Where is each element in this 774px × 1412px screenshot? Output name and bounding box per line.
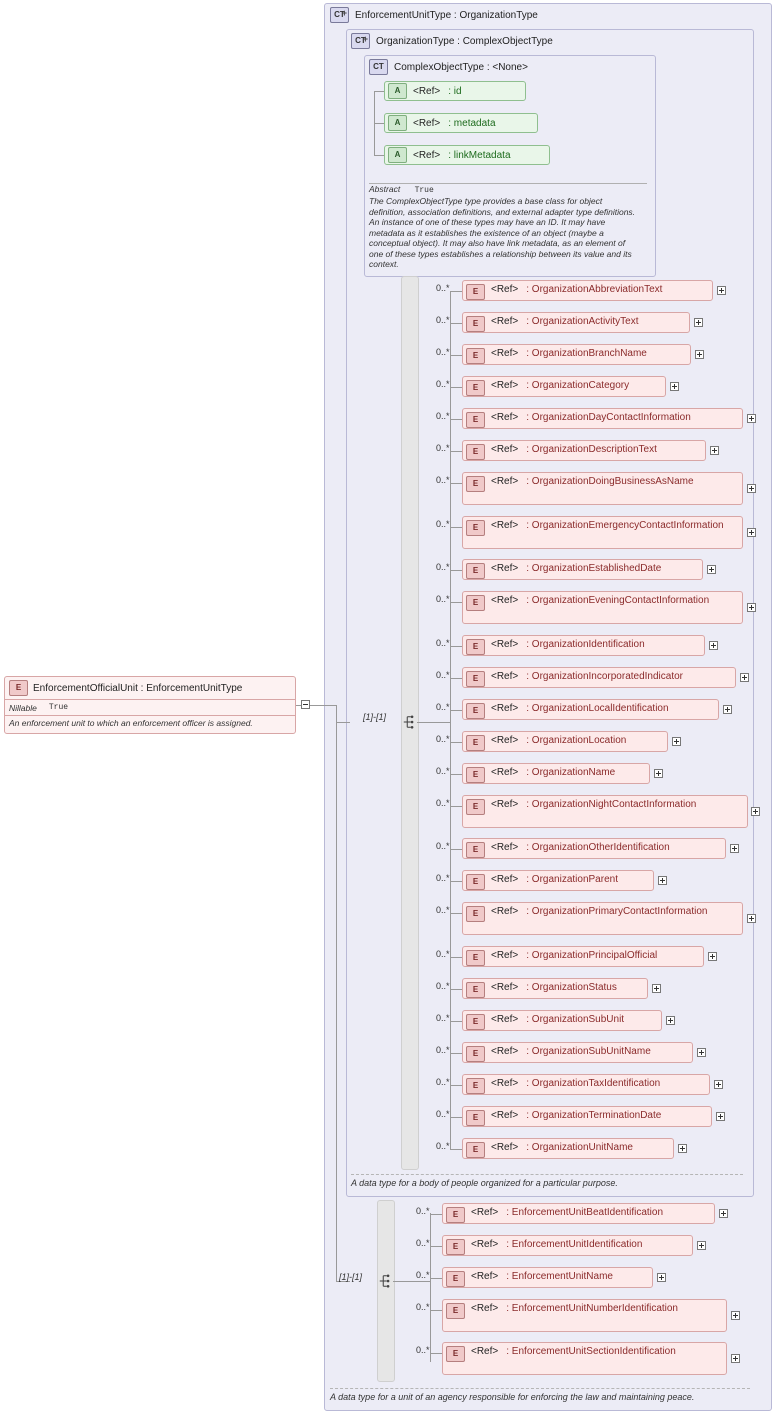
- enforcement-unit-type-footer: A data type for a unit of an agency responsible for enforcing the law and maintaining peace.: [330, 1392, 695, 1402]
- element-row[interactable]: [462, 978, 648, 999]
- element-row[interactable]: [462, 1042, 693, 1063]
- element-expand-toggle[interactable]: [747, 914, 756, 923]
- element-name: : OrganizationEveningContactInformation: [526, 595, 710, 606]
- element-row[interactable]: [462, 795, 748, 828]
- element-cardinality: 0..*: [436, 873, 450, 883]
- element-icon: E: [466, 1110, 485, 1126]
- complex-object-type-description: The ComplexObjectType type provides a base class for object definition, association definitions, and external adapter type definitions. An instance of one of these types may have an ID. It may have metadata as it establishes the existence of an object (maybe a conceptual object). It may also have link metadata, as an element of one of these types establishes a relationship between its value and its context.: [369, 196, 636, 269]
- element-expand-toggle[interactable]: [723, 705, 732, 714]
- element-connector: [450, 742, 462, 743]
- element-icon: E: [466, 1046, 485, 1062]
- element-connector: [450, 387, 462, 388]
- attribute-icon: A: [388, 83, 407, 99]
- element-icon: E: [466, 842, 485, 858]
- element-cardinality: 0..*: [436, 766, 450, 776]
- main-trunk: [336, 705, 337, 1281]
- attr-connector-h-linkmetadata: [374, 155, 384, 156]
- organization-sequence-icon: [402, 714, 416, 730]
- element-connector: [450, 806, 462, 807]
- element-row[interactable]: [462, 731, 668, 752]
- enforcement-unit-type-title: EnforcementUnitType : OrganizationType: [355, 9, 538, 21]
- element-cardinality: 0..*: [436, 315, 450, 325]
- element-expand-toggle[interactable]: [747, 414, 756, 423]
- element-cardinality: 0..*: [416, 1302, 430, 1312]
- element-name: : EnforcementUnitIdentification: [506, 1239, 643, 1250]
- element-name: : EnforcementUnitBeatIdentification: [506, 1207, 664, 1218]
- element-connector: [450, 419, 462, 420]
- element-expand-toggle[interactable]: [670, 382, 679, 391]
- element-icon: E: [446, 1207, 465, 1223]
- element-name: : OrganizationPrincipalOfficial: [526, 950, 658, 961]
- element-name: : OrganizationPrimaryContactInformation: [526, 906, 708, 917]
- element-ref: <Ref>: [491, 982, 519, 993]
- outer-panel-footer-divider: [330, 1388, 750, 1389]
- element-expand-toggle[interactable]: [731, 1354, 740, 1363]
- attribute-metadata[interactable]: [384, 113, 538, 133]
- element-name: : OrganizationEmergencyContactInformation: [526, 520, 724, 531]
- element-cardinality: 0..*: [436, 1141, 450, 1151]
- element-icon: E: [466, 703, 485, 719]
- attr-connector-vertical: [374, 92, 375, 156]
- element-name: : OrganizationUnitName: [526, 1142, 633, 1153]
- element-cardinality: 0..*: [416, 1238, 430, 1248]
- element-ref: <Ref>: [491, 284, 519, 295]
- element-expand-toggle[interactable]: [730, 844, 739, 853]
- element-cardinality: 0..*: [436, 1077, 450, 1087]
- element-ref: <Ref>: [491, 444, 519, 455]
- organization-type-header: [351, 30, 553, 52]
- element-expand-toggle[interactable]: [747, 528, 756, 537]
- abstract-value: True: [414, 186, 434, 195]
- enforcement-seq-to-trunk: [393, 1281, 430, 1282]
- element-connector: [450, 646, 462, 647]
- complex-type-icon: CT +: [330, 7, 349, 23]
- element-icon: E: [466, 348, 485, 364]
- element-expand-toggle[interactable]: [716, 1112, 725, 1121]
- element-row[interactable]: [462, 635, 705, 656]
- element-cardinality: 0..*: [436, 798, 450, 808]
- element-ref: <Ref>: [491, 563, 519, 574]
- element-row[interactable]: [462, 376, 666, 397]
- root-element-title-row: [5, 677, 295, 699]
- element-ref: <Ref>: [491, 639, 519, 650]
- complex-type-icon: CT +: [351, 33, 370, 49]
- element-expand-toggle[interactable]: [717, 286, 726, 295]
- element-connector: [450, 881, 462, 882]
- element-connector: [450, 913, 462, 914]
- element-cardinality: 0..*: [436, 519, 450, 529]
- element-cardinality: 0..*: [436, 562, 450, 572]
- element-name: : OrganizationCategory: [526, 380, 630, 391]
- element-name: : OrganizationOtherIdentification: [526, 842, 670, 853]
- element-name: : OrganizationEstablishedDate: [526, 563, 662, 574]
- attribute-id[interactable]: [384, 81, 526, 101]
- element-icon: E: [466, 595, 485, 611]
- element-cardinality: 0..*: [436, 1045, 450, 1055]
- element-icon: E: [466, 735, 485, 751]
- element-row[interactable]: [442, 1299, 727, 1332]
- element-icon: E: [466, 799, 485, 815]
- element-cardinality: 0..*: [416, 1345, 430, 1355]
- element-row[interactable]: [442, 1203, 715, 1224]
- element-connector: [450, 849, 462, 850]
- element-cardinality: 0..*: [436, 670, 450, 680]
- element-expand-toggle[interactable]: [747, 484, 756, 493]
- enforcement-unit-type-header: [330, 4, 538, 26]
- element-name: : OrganizationSubUnit: [526, 1014, 625, 1025]
- element-connector: [450, 957, 462, 958]
- element-name: : OrganizationParent: [526, 874, 618, 885]
- organization-type-footer: A data type for a body of people organized for a particular purpose.: [351, 1178, 618, 1188]
- element-icon: E: [466, 874, 485, 890]
- element-row[interactable]: [462, 440, 706, 461]
- element-icon: E: [466, 767, 485, 783]
- abstract-key: Abstract: [369, 184, 401, 194]
- element-icon: E: [446, 1303, 465, 1319]
- element-ref: <Ref>: [491, 906, 519, 917]
- element-icon: E: [9, 680, 28, 696]
- element-row[interactable]: [462, 516, 743, 549]
- element-name: : OrganizationLocalIdentification: [526, 703, 669, 714]
- element-icon: E: [446, 1346, 465, 1362]
- element-ref: <Ref>: [491, 799, 519, 810]
- element-cardinality: 0..*: [436, 347, 450, 357]
- element-ref: <Ref>: [471, 1303, 499, 1314]
- element-connector: [450, 1053, 462, 1054]
- element-row[interactable]: [462, 280, 713, 301]
- element-name: : OrganizationDayContactInformation: [526, 412, 691, 423]
- element-name: : OrganizationActivityText: [526, 316, 639, 327]
- element-row[interactable]: [462, 870, 654, 891]
- element-cardinality: 0..*: [436, 949, 450, 959]
- element-expand-toggle[interactable]: [697, 1241, 706, 1250]
- element-row[interactable]: [442, 1342, 727, 1375]
- element-name: : OrganizationTerminationDate: [526, 1110, 662, 1121]
- element-connector: [450, 1117, 462, 1118]
- element-expand-toggle[interactable]: [657, 1273, 666, 1282]
- element-cardinality: 0..*: [436, 981, 450, 991]
- element-row[interactable]: [462, 559, 703, 580]
- element-row[interactable]: [462, 1010, 662, 1031]
- element-ref: <Ref>: [491, 476, 519, 487]
- root-to-panel-line: [296, 705, 301, 706]
- organization-type-title: OrganizationType : ComplexObjectType: [376, 35, 553, 47]
- element-connector: [450, 602, 462, 603]
- element-icon: E: [466, 284, 485, 300]
- element-name: : OrganizationNightContactInformation: [526, 799, 697, 810]
- element-name: : EnforcementUnitSectionIdentification: [506, 1346, 676, 1357]
- abstract-property: [369, 184, 434, 195]
- complex-object-type-header: [369, 56, 528, 78]
- element-cardinality: 0..*: [436, 411, 450, 421]
- element-cardinality: 0..*: [436, 475, 450, 485]
- element-ref: <Ref>: [491, 1142, 519, 1153]
- element-expand-toggle[interactable]: [695, 350, 704, 359]
- element-ref: <Ref>: [491, 1014, 519, 1025]
- element-row[interactable]: [462, 902, 743, 935]
- org-seq-to-trunk: [417, 722, 450, 723]
- element-expand-toggle[interactable]: [672, 737, 681, 746]
- element-connector: [450, 678, 462, 679]
- panel-entry-line: [310, 705, 336, 706]
- element-cardinality: 0..*: [436, 443, 450, 453]
- element-connector: [430, 1278, 442, 1279]
- element-expand-toggle[interactable]: [697, 1048, 706, 1057]
- element-name: : OrganizationDoingBusinessAsName: [526, 476, 694, 487]
- attribute-ref: <Ref>: [413, 85, 441, 97]
- element-icon: E: [466, 520, 485, 536]
- root-element-box[interactable]: [4, 676, 296, 734]
- element-connector: [450, 1149, 462, 1150]
- element-row[interactable]: [462, 699, 719, 720]
- element-expand-toggle[interactable]: [751, 807, 760, 816]
- root-element-title: EnforcementOfficialUnit : EnforcementUnitType: [33, 682, 243, 694]
- element-connector: [430, 1353, 442, 1354]
- element-ref: <Ref>: [491, 874, 519, 885]
- element-row[interactable]: [462, 1106, 712, 1127]
- element-expand-toggle[interactable]: [666, 1016, 675, 1025]
- element-expand-toggle[interactable]: [707, 565, 716, 574]
- element-connector: [450, 774, 462, 775]
- enforcement-elements-trunk: [430, 1213, 431, 1362]
- element-ref: <Ref>: [491, 1046, 519, 1057]
- element-row[interactable]: [462, 472, 743, 505]
- element-expand-toggle[interactable]: [709, 641, 718, 650]
- element-icon: E: [466, 950, 485, 966]
- element-name: : OrganizationDescriptionText: [526, 444, 657, 455]
- element-connector: [450, 1021, 462, 1022]
- attribute-name: : metadata: [448, 117, 496, 129]
- element-expand-toggle[interactable]: [658, 876, 667, 885]
- element-row[interactable]: [462, 667, 736, 688]
- element-ref: <Ref>: [491, 735, 519, 746]
- element-ref: <Ref>: [491, 380, 519, 391]
- element-ref: <Ref>: [491, 520, 519, 531]
- element-row[interactable]: [462, 946, 704, 967]
- element-cardinality: 0..*: [436, 841, 450, 851]
- element-connector: [450, 527, 462, 528]
- element-connector: [430, 1246, 442, 1247]
- element-row[interactable]: [462, 1074, 710, 1095]
- element-ref: <Ref>: [491, 950, 519, 961]
- root-element-description: An enforcement unit to which an enforcement officer is assigned.: [9, 718, 253, 728]
- element-ref: <Ref>: [491, 348, 519, 359]
- element-row[interactable]: [462, 1138, 674, 1159]
- root-collapse-toggle[interactable]: [301, 700, 310, 709]
- element-cardinality: 0..*: [436, 594, 450, 604]
- attribute-ref: <Ref>: [413, 149, 441, 161]
- element-ref: <Ref>: [491, 842, 519, 853]
- element-name: : OrganizationIdentification: [526, 639, 645, 650]
- element-cardinality: 0..*: [436, 702, 450, 712]
- nillable-key: Nillable: [9, 702, 37, 713]
- complex-type-icon: CT: [369, 59, 388, 75]
- enforcement-group-cardinality: [1]-[1]: [339, 1272, 363, 1282]
- element-ref: <Ref>: [491, 595, 519, 606]
- element-expand-toggle[interactable]: [731, 1311, 740, 1320]
- element-icon: E: [466, 1142, 485, 1158]
- trunk-to-org-group: [336, 722, 350, 723]
- element-expand-toggle[interactable]: [694, 318, 703, 327]
- element-name: : OrganizationTaxIdentification: [526, 1078, 661, 1089]
- element-cardinality: 0..*: [436, 1109, 450, 1119]
- element-name: : OrganizationAbbreviationText: [526, 284, 663, 295]
- element-icon: E: [466, 1078, 485, 1094]
- element-ref: <Ref>: [471, 1207, 499, 1218]
- element-name: : OrganizationLocation: [526, 735, 627, 746]
- element-expand-toggle[interactable]: [652, 984, 661, 993]
- element-name: : OrganizationBranchName: [526, 348, 647, 359]
- element-connector: [450, 483, 462, 484]
- enforcement-sequence-icon: [378, 1273, 392, 1289]
- element-ref: <Ref>: [471, 1239, 499, 1250]
- element-connector: [450, 710, 462, 711]
- element-ref: <Ref>: [491, 1078, 519, 1089]
- element-expand-toggle[interactable]: [678, 1144, 687, 1153]
- element-name: : OrganizationStatus: [526, 982, 617, 993]
- element-icon: E: [466, 563, 485, 579]
- element-expand-toggle[interactable]: [708, 952, 717, 961]
- element-icon: E: [466, 444, 485, 460]
- element-expand-toggle[interactable]: [740, 673, 749, 682]
- element-ref: <Ref>: [491, 1110, 519, 1121]
- element-ref: <Ref>: [491, 412, 519, 423]
- element-row[interactable]: [462, 763, 650, 784]
- element-row[interactable]: [462, 408, 743, 429]
- element-name: : OrganizationSubUnitName: [526, 1046, 651, 1057]
- element-connector: [430, 1310, 442, 1311]
- element-cardinality: 0..*: [436, 905, 450, 915]
- element-icon: E: [466, 671, 485, 687]
- attribute-icon: A: [388, 115, 407, 131]
- organization-group-cardinality: [1]-[1]: [363, 712, 387, 722]
- element-icon: E: [466, 1014, 485, 1030]
- element-row[interactable]: [442, 1267, 653, 1288]
- element-ref: <Ref>: [471, 1346, 499, 1357]
- element-row[interactable]: [462, 591, 743, 624]
- element-ref: <Ref>: [491, 671, 519, 682]
- element-name: : OrganizationName: [526, 767, 616, 778]
- element-cardinality: 0..*: [416, 1270, 430, 1280]
- element-icon: E: [466, 476, 485, 492]
- element-ref: <Ref>: [471, 1271, 499, 1282]
- element-cardinality: 0..*: [436, 283, 450, 293]
- element-cardinality: 0..*: [436, 734, 450, 744]
- enforcement-sequence-bar: [377, 1200, 395, 1382]
- attribute-ref: <Ref>: [413, 117, 441, 129]
- element-row[interactable]: [462, 312, 690, 333]
- element-icon: E: [446, 1271, 465, 1287]
- element-ref: <Ref>: [491, 767, 519, 778]
- element-ref: <Ref>: [491, 703, 519, 714]
- element-expand-toggle[interactable]: [747, 603, 756, 612]
- element-connector: [450, 451, 462, 452]
- element-connector: [450, 355, 462, 356]
- element-cardinality: 0..*: [436, 1013, 450, 1023]
- element-name: : EnforcementUnitNumberIdentification: [506, 1303, 678, 1314]
- complex-object-type-title: ComplexObjectType : <None>: [394, 61, 528, 73]
- attr-connector-h-id: [374, 91, 384, 92]
- element-expand-toggle[interactable]: [710, 446, 719, 455]
- org-panel-footer-divider: [351, 1174, 743, 1175]
- attribute-name: : id: [448, 85, 462, 97]
- element-row[interactable]: [462, 344, 691, 365]
- element-connector: [450, 323, 462, 324]
- element-expand-toggle[interactable]: [719, 1209, 728, 1218]
- element-connector: [450, 291, 462, 292]
- element-expand-toggle[interactable]: [654, 769, 663, 778]
- attribute-icon: A: [388, 147, 407, 163]
- element-expand-toggle[interactable]: [714, 1080, 723, 1089]
- element-icon: E: [466, 316, 485, 332]
- element-icon: E: [466, 906, 485, 922]
- element-name: : OrganizationIncorporatedIndicator: [526, 671, 684, 682]
- element-connector: [450, 1085, 462, 1086]
- element-connector: [450, 570, 462, 571]
- element-row[interactable]: [442, 1235, 693, 1256]
- element-connector: [430, 1214, 442, 1215]
- attr-connector-h-metadata: [374, 123, 384, 124]
- element-cardinality: 0..*: [436, 638, 450, 648]
- element-icon: E: [466, 412, 485, 428]
- element-icon: E: [466, 639, 485, 655]
- attribute-name: : linkMetadata: [448, 149, 511, 161]
- element-icon: E: [466, 380, 485, 396]
- element-icon: E: [446, 1239, 465, 1255]
- element-ref: <Ref>: [491, 316, 519, 327]
- nillable-value: True: [48, 703, 69, 712]
- element-connector: [450, 989, 462, 990]
- attribute-linkmetadata[interactable]: [384, 145, 550, 165]
- element-cardinality: 0..*: [436, 379, 450, 389]
- element-cardinality: 0..*: [416, 1206, 430, 1216]
- element-row[interactable]: [462, 838, 726, 859]
- element-name: : EnforcementUnitName: [506, 1271, 613, 1282]
- element-icon: E: [466, 982, 485, 998]
